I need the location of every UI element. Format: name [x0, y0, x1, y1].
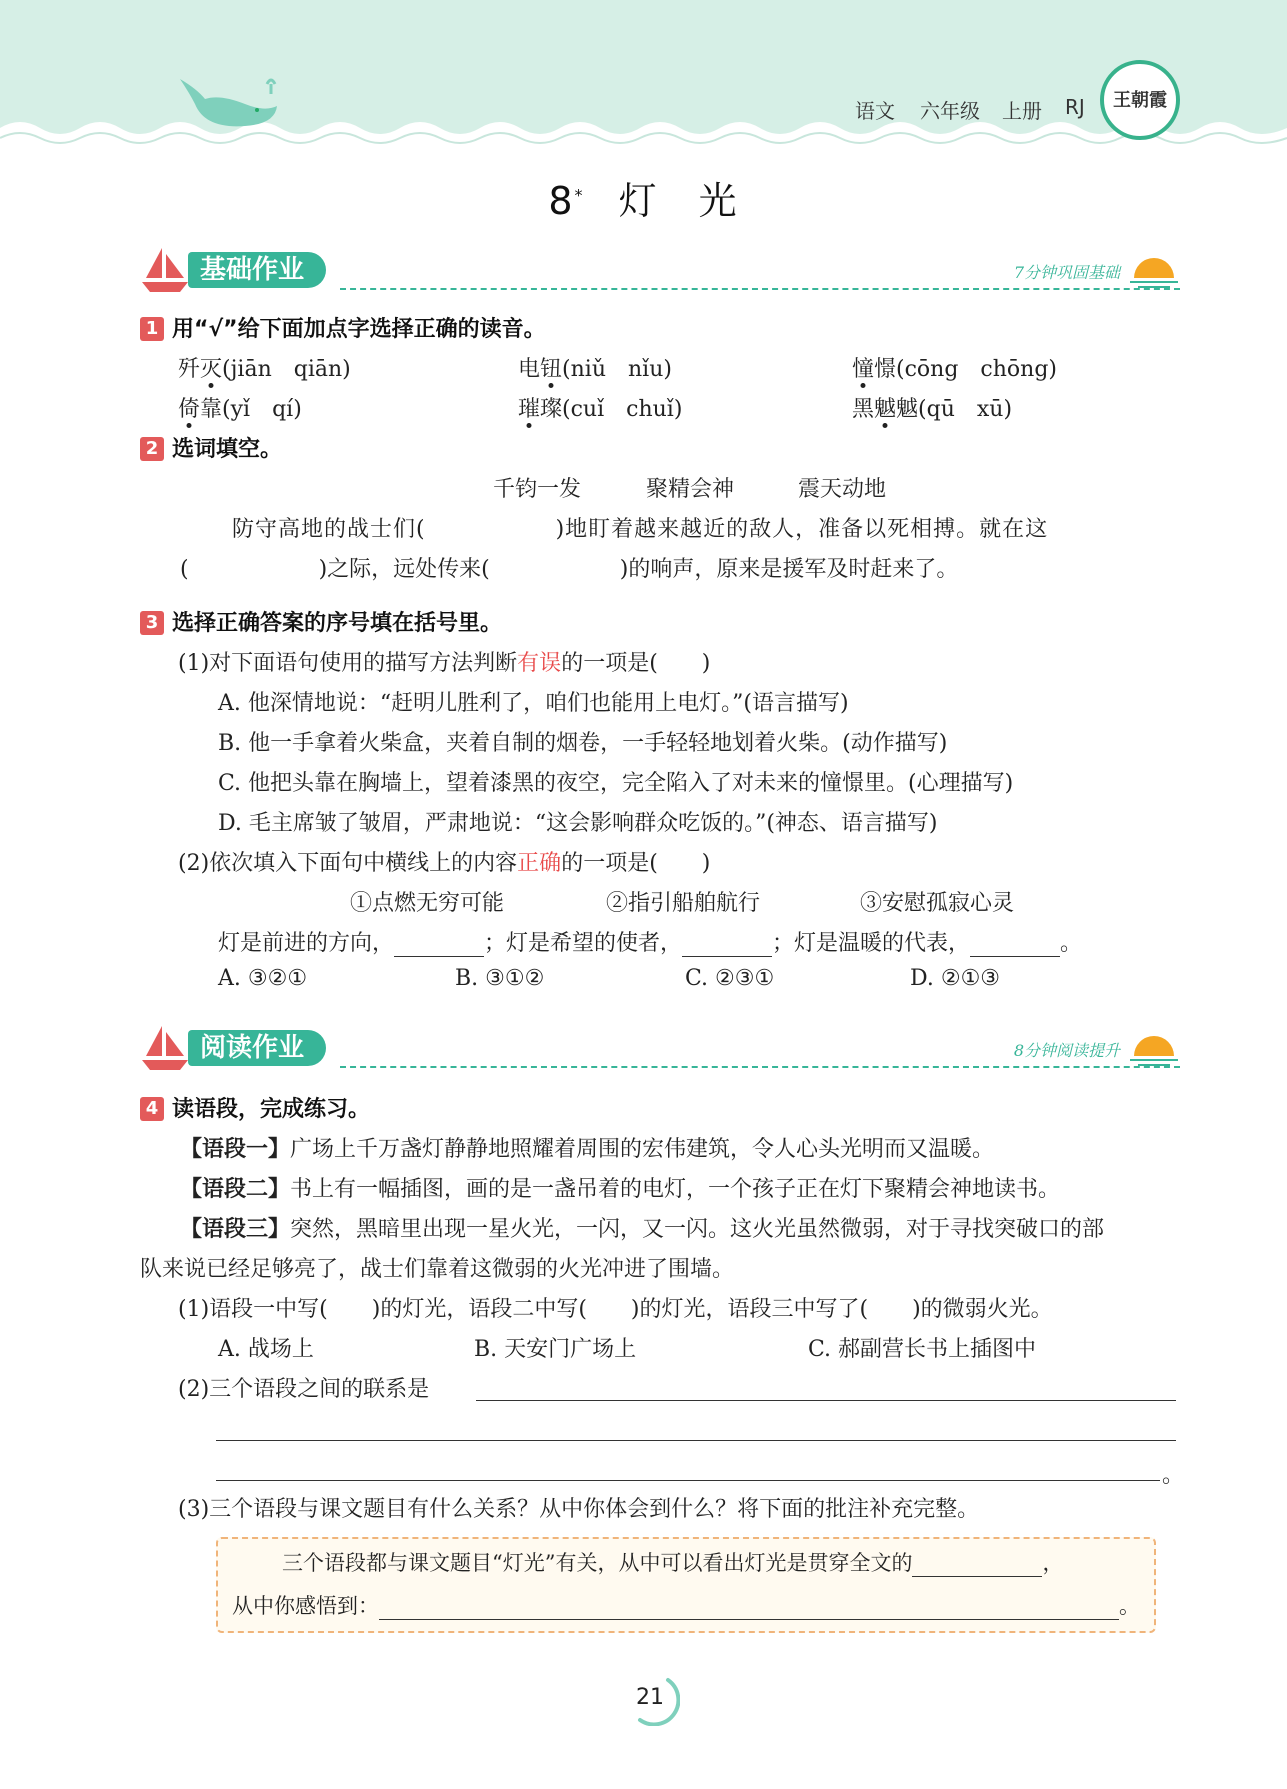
- subject-label: 语文: [855, 99, 895, 123]
- paragraph-tag: 【语段三】: [180, 1216, 291, 1242]
- pinyin-item: [178, 352, 351, 383]
- whale-icon: [175, 74, 285, 134]
- edition-label: RJ: [1065, 95, 1085, 119]
- grade-label: 六年级: [920, 99, 980, 123]
- sunset-icon: [1128, 1030, 1180, 1070]
- sentence-text: ；灯是希望的使者，: [484, 931, 683, 956]
- answer-line[interactable]: [216, 1440, 1176, 1441]
- sailboat-icon: [140, 246, 190, 294]
- pinyin-options[interactable]: (cuǐ chuǐ): [562, 397, 683, 422]
- phrase-option: ③安慰孤寂心灵: [860, 891, 1015, 916]
- section-divider: [340, 1066, 1180, 1068]
- sentence-text: (1)对下面语句使用的描写方法判断: [178, 651, 518, 676]
- sentence-text: 。: [1060, 931, 1083, 956]
- word-text: 歼: [178, 357, 201, 382]
- question-number: 4: [140, 1097, 164, 1121]
- sentence-text: ；灯是温暖的代表，: [772, 931, 971, 956]
- answer-line[interactable]: [216, 1480, 1160, 1481]
- annotation-line-1: [282, 1547, 1063, 1577]
- brand-name: 王朝霞: [1113, 90, 1167, 111]
- emphasis-text: 有误: [517, 651, 562, 676]
- pinyin-options[interactable]: (jiān qiān): [222, 357, 351, 382]
- section-divider: [340, 288, 1180, 290]
- choice-option[interactable]: A. ③②①: [218, 966, 308, 991]
- section-reading-label: 阅读作业: [188, 1030, 326, 1066]
- phrase-option: ①点燃无穷可能: [350, 891, 505, 916]
- pinyin-options[interactable]: (qū xū): [918, 397, 1013, 422]
- choice-option[interactable]: A. 战场上: [218, 1337, 314, 1362]
- question-number: 3: [140, 611, 164, 635]
- section-basic-label: 基础作业: [188, 252, 326, 288]
- sentence-text: 的一项是( ): [561, 651, 711, 676]
- word-text: 憬: [874, 357, 897, 382]
- annotation-text: 。: [1119, 1594, 1140, 1618]
- fill-sentence-line-2: [180, 552, 958, 583]
- reading-paragraph-3: [180, 1212, 1104, 1243]
- word-option: 聚精会神: [646, 477, 735, 502]
- answer-line[interactable]: [476, 1400, 1176, 1401]
- choice-option[interactable]: C. 郝副营长书上插图中: [808, 1337, 1037, 1362]
- pinyin-item: [518, 352, 672, 383]
- question-prompt: 读语段，完成练习。: [172, 1097, 371, 1122]
- section-reading-hint: 8分钟阅读提升: [1013, 1041, 1120, 1060]
- sentence-text: )之际，远处传来(: [318, 557, 490, 582]
- period-mark: 。: [1162, 1463, 1185, 1488]
- pinyin-item: [178, 392, 302, 423]
- section-reading-homework: [140, 1024, 1180, 1074]
- question-1-heading: [140, 312, 546, 343]
- paragraph-text: 广场上千万盏灯静静地照耀着周围的宏伟建筑，令人心头光明而又温暖。: [290, 1137, 995, 1162]
- pinyin-item: [852, 352, 1057, 383]
- answer-blank[interactable]: [394, 932, 484, 957]
- question-4-heading: [140, 1092, 370, 1123]
- subquestion-2: (2)三个语段之间的联系是: [178, 1377, 430, 1402]
- question-number: 1: [140, 317, 164, 341]
- subquestion-1: (1)语段一中写( )的灯光，语段二中写( )的灯光，语段三中写了( )的微弱火光。: [178, 1297, 1053, 1322]
- answer-blank[interactable]: [970, 932, 1060, 957]
- choice-option[interactable]: B. 天安门广场上: [474, 1337, 637, 1362]
- question-number: 2: [140, 437, 164, 461]
- answer-blank[interactable]: [379, 1595, 1119, 1620]
- choice-option[interactable]: C. ②③①: [685, 966, 775, 991]
- reading-paragraph-3-cont: 队来说已经足够亮了，战士们靠着这微弱的火光冲进了围墙。: [140, 1257, 735, 1282]
- subquestion-2: [178, 846, 710, 877]
- sentence-text: 防守高地的战士们(: [232, 517, 426, 542]
- sunset-icon: [1128, 252, 1180, 292]
- sentence-text: )的响声，原来是援军及时赶来了。: [619, 557, 959, 582]
- pinyin-options[interactable]: (niǔ nǐu): [562, 357, 672, 382]
- annotation-text: 从中你感悟到：: [232, 1594, 379, 1618]
- lesson-mark: *: [574, 185, 585, 205]
- subquestion-3: (3)三个语段与课文题目有什么关系？从中你体会到什么？将下面的批注补充完整。: [178, 1497, 980, 1522]
- dotted-char: 灭: [200, 357, 223, 382]
- choice-option[interactable]: B. 他一手拿着火柴盒，夹着自制的烟卷，一手轻轻地划着火柴。(动作描写): [218, 731, 948, 756]
- reading-paragraph-2: [180, 1172, 1060, 1203]
- pinyin-options[interactable]: (yǐ qí): [222, 397, 302, 422]
- sentence-text: (: [180, 557, 189, 582]
- fill-sentence: [218, 926, 1082, 957]
- word-option: 千钧一发: [493, 477, 582, 502]
- brand-logo: [1100, 60, 1180, 140]
- paragraph-tag: 【语段一】: [180, 1136, 291, 1162]
- sailboat-icon: [140, 1024, 190, 1072]
- annotation-text: 三个语段都与课文题目“灯光”有关，从中可以看出灯光是贯穿全文的: [282, 1551, 913, 1575]
- section-basic-homework: [140, 246, 1180, 296]
- choice-option[interactable]: A. 他深情地说：“赶明儿胜利了，咱们也能用上电灯。”(语言描写): [218, 691, 849, 716]
- choice-option[interactable]: D. ②①③: [910, 966, 1001, 991]
- dotted-char: 钮: [540, 357, 563, 382]
- reading-paragraph-1: [180, 1132, 994, 1163]
- dotted-char: 倚: [178, 397, 201, 422]
- word-text: 魆: [896, 397, 919, 422]
- pinyin-item: [518, 392, 682, 423]
- word-text: 靠: [200, 397, 223, 422]
- dotted-char: 魆: [874, 397, 897, 422]
- paragraph-text: 书上有一幅插图，画的是一盏吊着的电灯，一个孩子正在灯下聚精会神地读书。: [290, 1177, 1061, 1202]
- answer-blank[interactable]: [912, 1552, 1042, 1577]
- page-number-text: 21: [636, 1685, 664, 1710]
- sentence-text: 的一项是( ): [561, 851, 711, 876]
- annotation-line-2: [232, 1590, 1140, 1620]
- lesson-title: [0, 170, 1287, 225]
- annotation-text: ，: [1042, 1551, 1064, 1575]
- paragraph-text: 突然，黑暗里出现一星火光，一闪，又一闪。这火光虽然微弱，对于寻找突破口的部: [290, 1217, 1105, 1242]
- choice-option[interactable]: B. ③①②: [455, 966, 545, 991]
- answer-blank[interactable]: [682, 932, 772, 957]
- word-text: 黑: [852, 397, 875, 422]
- word-text: 电: [518, 357, 541, 382]
- fill-sentence-line-1: [232, 512, 1048, 543]
- pinyin-item: [852, 392, 1012, 423]
- emphasis-text: 正确: [517, 851, 562, 876]
- sentence-text: )地盯着越来越近的敌人，准备以死相搏。就在这: [555, 517, 1049, 542]
- section-basic-hint: 7分钟巩固基础: [1013, 263, 1120, 282]
- question-3-heading: [140, 606, 502, 637]
- question-prompt: 选词填空。: [172, 437, 283, 462]
- question-2-heading: [140, 432, 282, 463]
- pinyin-options[interactable]: (cōng chōng): [896, 357, 1058, 382]
- dotted-char: 憧: [852, 357, 875, 382]
- page-number: [620, 1670, 680, 1726]
- lesson-title-text: 灯 光: [618, 179, 739, 223]
- sentence-text: (2)依次填入下面句中横线上的内容: [178, 851, 518, 876]
- lesson-number: 8: [548, 179, 575, 223]
- question-prompt: 用“√”给下面加点字选择正确的读音。: [172, 317, 546, 342]
- dotted-char: 璀: [518, 397, 541, 422]
- phrase-option: ②指引船舶航行: [606, 891, 761, 916]
- choice-option[interactable]: C. 他把头靠在胸墙上，望着漆黑的夜空，完全陷入了对未来的憧憬里。(心理描写): [218, 771, 1014, 796]
- choice-option[interactable]: D. 毛主席皱了皱眉，严肃地说：“这会影响群众吃饭的。”(神态、语言描写): [218, 811, 938, 836]
- paragraph-tag: 【语段二】: [180, 1176, 291, 1202]
- subquestion-1: [178, 646, 710, 677]
- word-option: 震天动地: [798, 477, 887, 502]
- question-prompt: 选择正确答案的序号填在括号里。: [172, 611, 503, 636]
- volume-label: 上册: [1002, 99, 1042, 123]
- sentence-text: 灯是前进的方向，: [218, 931, 395, 956]
- word-text: 璨: [540, 397, 563, 422]
